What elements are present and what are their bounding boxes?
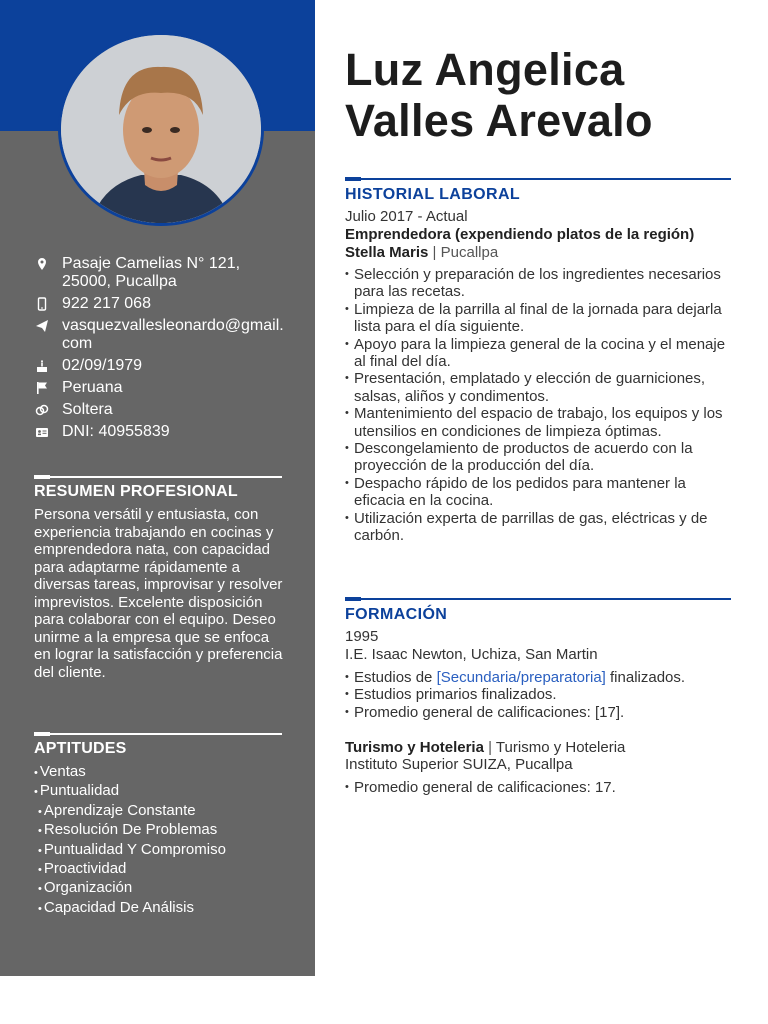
education-bullet-text: finalizados. — [605, 669, 686, 686]
education2-bullet — [345, 779, 735, 796]
work-company: Stella Maris — [345, 243, 429, 261]
name-line-1: Luz Angelica — [345, 44, 625, 95]
contact-phone — [35, 295, 285, 313]
education-school: I.E. Isaac Newton, Uchiza, San Martin — [345, 646, 598, 663]
contact-id — [35, 423, 285, 441]
education2-separator: | — [488, 739, 493, 756]
work-bullet: • Selección y preparación de los ingredientes necesarios para las recetas. — [345, 266, 735, 301]
education2-field: Turismo y Hoteleria — [495, 739, 626, 756]
name-line-2: Valles Arevalo — [345, 95, 653, 146]
education-bullet-text: Estudios de — [354, 669, 437, 686]
skill-item: • Puntualidad — [34, 782, 294, 801]
work-bullet: • Apoyo para la limpieza general de la cocina y el menaje al final del día. — [345, 336, 735, 371]
work-bullet: • Descongelamiento de productos de acuerdo con la proyección de la producción del día. — [345, 440, 735, 475]
id-card-icon — [35, 425, 49, 439]
contact-address — [35, 255, 285, 291]
education-bullets — [345, 669, 735, 721]
contact-list — [35, 255, 285, 445]
education2-bullet-end: . — [611, 779, 616, 796]
work-role-line — [345, 226, 705, 261]
work-bullet: • Utilización experta de parrillas de gas, eléctricas y de carbón. — [345, 510, 735, 545]
education-divider — [345, 598, 731, 600]
contact-birthdate-text: 02/09/1979 — [62, 357, 143, 374]
education-bullet: • Estudios primarios finalizados. — [345, 686, 735, 703]
contact-birthdate — [35, 357, 285, 375]
candidate-name — [345, 44, 653, 146]
education2-school: Instituto Superior SUIZA, Pucallpa — [345, 756, 573, 773]
contact-phone-text: 922 217 068 — [62, 295, 151, 312]
skill-item: • Puntualidad Y Compromiso — [34, 841, 294, 860]
contact-address-text: Pasaje Camelias N° 121, 25000, Pucallpa — [62, 255, 241, 290]
phone-icon — [35, 297, 49, 311]
send-icon — [35, 319, 49, 333]
birthday-icon — [35, 359, 49, 373]
work-date: Julio 2017 - Actual — [345, 208, 468, 225]
skill-item: • Resolución De Problemas — [34, 821, 294, 840]
skill-item: • Proactividad — [34, 860, 294, 879]
work-bullet: • Presentación, emplatado y elección de guarniciones, salsas, aliños y condimentos. — [345, 370, 735, 405]
contact-marital-status-text: Soltera — [62, 401, 113, 418]
work-role: Emprendedora (expendiendo platos de la región) — [345, 226, 695, 243]
skills-list — [34, 763, 294, 918]
education-bullet: • Promedio general de calificaciones: [17]. — [345, 704, 735, 721]
skill-item: • Ventas — [34, 763, 294, 782]
education2-grade: 17 — [594, 779, 612, 796]
skills-divider — [34, 733, 282, 735]
work-title: HISTORIAL LABORAL — [345, 186, 521, 203]
skill-item: • Aprendizaje Constante — [34, 802, 294, 821]
work-location: Pucallpa — [440, 243, 499, 261]
education2-degree: Turismo y Hoteleria — [345, 739, 484, 756]
contact-email — [35, 317, 285, 353]
summary-title: RESUMEN PROFESIONAL — [34, 483, 238, 500]
work-bullet: • Limpieza de la parrilla al final de la jornada para dejarla lista para el día siguiente. — [345, 301, 735, 336]
work-separator: | — [432, 243, 437, 261]
location-icon — [35, 257, 49, 271]
contact-nationality-text: Peruana — [62, 379, 123, 396]
education-year: 1995 — [345, 628, 379, 645]
work-divider — [345, 178, 731, 180]
work-bullets — [345, 266, 735, 545]
skills-title: APTITUDES — [34, 740, 127, 757]
education2-bullet-text: Promedio general de calificaciones: — [354, 779, 595, 796]
summary-divider — [34, 476, 282, 478]
contact-marital-status — [35, 401, 285, 419]
profile-photo — [58, 32, 264, 226]
education2-title-line — [345, 739, 735, 757]
education-bullet — [345, 669, 735, 686]
summary-text: Persona versátil y entusiasta, con experiencia trabajando en cocinas y emprendedora nata, con capacidad para adaptarme rápidamente a diversas tareas, improvisar y resolver imprevistos. Excelente disposición para colaborar con el equipo. Deseo unirme a la empresa que se enfoca en lograr la satisfacción y preferencia del cliente. — [34, 506, 283, 681]
education-title: FORMACIÓN — [345, 606, 448, 623]
contact-nationality — [35, 379, 285, 397]
work-bullet: • Mantenimiento del espacio de trabajo, los equipos y los utensilios en condiciones de limpieza óptimas. — [345, 405, 735, 440]
education2-bullets — [345, 779, 735, 796]
placeholder-link[interactable]: [Secundaria/preparatoria] — [436, 669, 606, 686]
contact-email-text[interactable]: vasquezvallesleonardo@gmail.com — [62, 317, 284, 352]
skill-item: • Capacidad De Análisis — [34, 899, 294, 918]
skill-item: • Organización — [34, 879, 294, 898]
flag-icon — [35, 381, 49, 395]
rings-icon — [35, 403, 49, 417]
work-bullet: • Despacho rápido de los pedidos para mantener la eficacia en la cocina. — [345, 475, 735, 510]
contact-id-text: DNI: 40955839 — [62, 423, 170, 440]
